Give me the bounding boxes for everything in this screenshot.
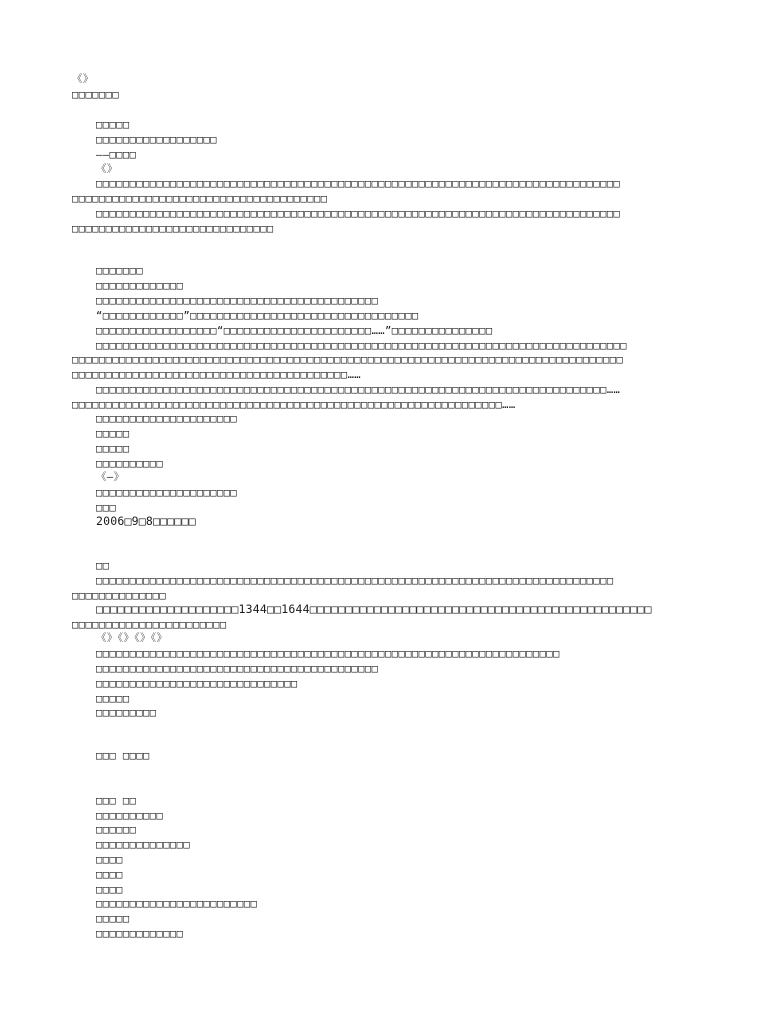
paragraph-line: □□□□□□□□□□□□□□□□□□□□□□□□□□□□□□□□□□□□□□ [72,193,328,205]
section-heading: □□ [96,560,110,572]
text-line: □□□□□□□□□□□□□□ [96,839,191,851]
paragraph-line: □□□□□□□□□□□□□□□□□□□□□□□ [72,619,227,631]
text-line: □□□□□ [96,913,130,925]
text-line: □□□□□□□□□ [96,707,157,719]
byline: ——□□□□ [96,149,137,161]
text-line: □□□□ [96,869,123,881]
paragraph-line: □□□□□□□□□□□□□□□□□□□□□□□□□□□□□□□□□□□□□□□□□□□□□□□□□□□□□□□□□□□□□□□□□□□□□□□□□□□□…… [96,384,621,396]
text-line: □□□□□ [96,693,130,705]
text-line: □□□□ [96,854,123,866]
document-title: □□□□□□□ [72,89,120,101]
paragraph-line: □□□□□□□□□□□□□□□□□□□□□□□□□□□□□□□□□□□□□□□□□…… [72,369,362,381]
text-line: □□□□□□□□□□□□□ [96,928,184,940]
paragraph-line: □□□□□□□□□□□□□□□□□□□□□□□□□□□□□□□□□□□□□□□□□□□□□□□□□□□□□□□□□□□□□□□□…… [72,399,516,411]
book-title-brackets: 《》 [96,163,118,175]
text-line: □□□□□□□□□□ [96,810,164,822]
section-heading: □□□ □□ [96,795,137,807]
paragraph-line: □□□□□□□□□□□□□□□□□□□□1344□□1644□□□□□□□□□□□□□□□□□□□□□□□□□□□□□□□□□□□□□□□□□□□□□□□□ [96,602,652,616]
text-line: □□□□□□□□□□□□□□□□□□□□□ [96,487,238,499]
paragraph-line: □□□□□□□□□□□□□□□□□□□□□□□□□□□□□□□□□□□□□□□□□□□□□□□□□□□□□□□□□□□□□□□□□□□□□□□□□□□□□□□ [96,340,628,352]
paragraph-line: □□□□□□□□□□□□□□□□□□□□□□□□□□□□□□□□□□□□□□□□□□□□□□□□□□□□□□□□□□□□□□□□□□□□□□□□□□□□□□ [96,208,621,220]
book-title-brackets: 《》《》《》《》 [96,632,168,644]
text-line: □□□□□□□□□□□□□ [96,280,184,292]
text-line: □□□□□□ [96,824,137,836]
text-line: □□□□□□□□□□□□□□□□□□□□□□□□□□□□□□ [96,678,298,690]
text-line: □□□□□□□□□□□□□□□□□□□□□□□□□□□□□□□□□□□□□□□□□□□□□□□□□□□□□□□□□□□□□□□□□□□□□ [96,648,560,660]
text-line: □□□□□□□□□□ [96,458,164,470]
text-line: □□□□□□□□□□□□□□□□□□ [96,134,217,146]
text-line: □□□□□□□□□□□□□□□□□□□□□□□□□□□□□□□□□□□□□□□□□□ [96,663,379,675]
date-line: 2006□9□8□□□□□□ [96,514,196,528]
text-line: □□□□□ [96,443,130,455]
text-line: □□□□□ [96,428,130,440]
paragraph-line: □□□□□□□□□□□□□□ [72,590,167,602]
book-title-brackets: 《—》 [96,471,125,483]
section-heading: □□□□□□□ [96,265,144,277]
text-line: □□□□□□□□□□□□□□□□□□□□□ [96,413,238,425]
text-line: □□□□ [96,884,123,896]
paragraph-line: □□□□□□□□□□□□□□□□□□□□□□□□□□□□□□□□□□□□□□□□□□□□□□□□□□□□□□□□□□□□□□□□□□□□□□□□□□□□□□□□□□ [72,354,624,366]
section-heading: □□□□□ [96,119,130,131]
paragraph-line: □□□□□□□□□□□□□□□□□□□□□□□□□□□□□□□□□□□□□□□□□□□□□□□□□□□□□□□□□□□□□□□□□□□□□□□□□□□□□ [96,575,614,587]
text-line: □□□ [96,502,117,514]
paragraph-line: □□□□□□□□□□□□□□□□□□□□□□□□□□□□□□ [72,223,274,235]
paragraph-line: □□□□□□□□□□□□□□□□□□□□□□□□□□□□□□□□□□□□□□□□□□□□□□□□□□□□□□□□□□□□□□□□□□□□□□□□□□□□□□ [96,178,621,190]
section-heading: □□□ □□□□ [96,750,150,762]
title-brackets: 《》 [72,73,94,85]
quoted-line: □□□□□□□□□□□□□□□□□□“□□□□□□□□□□□□□□□□□□□□□□……”□□□□□□□□□□□□□□□ [96,325,493,337]
quoted-line: “□□□□□□□□□□□□”□□□□□□□□□□□□□□□□□□□□□□□□□□□□□□□□□□ [96,310,419,322]
text-line: □□□□□□□□□□□□□□□□□□□□□□□□□□□□□□□□□□□□□□□□□□ [96,295,379,307]
text-line: □□□□□□□□□□□□□□□□□□□□□□□□ [96,898,258,910]
